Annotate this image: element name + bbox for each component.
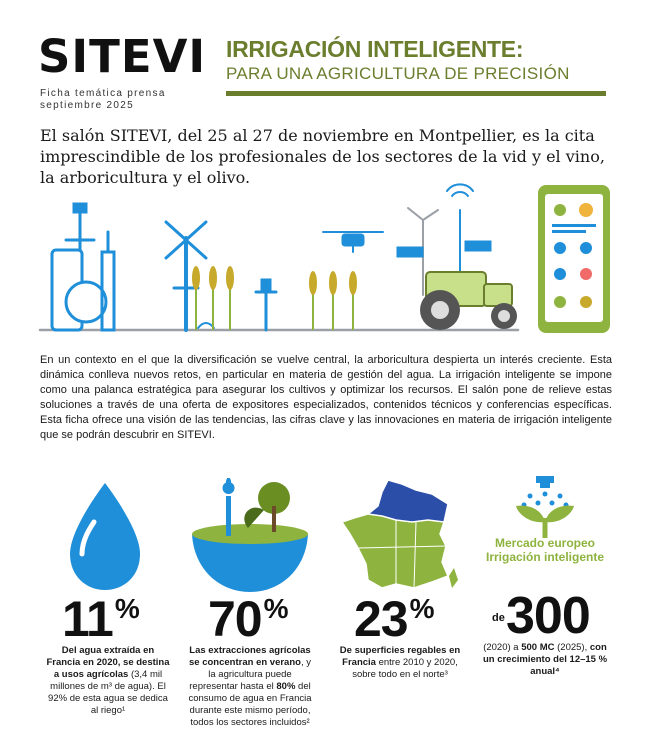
stat-2-caption-text: , y la agricultura puede representar hasta el	[189, 657, 311, 692]
stat-1-caption	[46, 645, 170, 717]
stat-1-caption-bold: Del agua extraída en Francia en 2020, se destina a usos agrícolas	[46, 645, 170, 680]
stat-3-number: 23	[354, 591, 408, 647]
page-subtitle: PARA UNA AGRICULTURA DE PRECISIÓN	[226, 64, 570, 83]
stat-3-caption-bold: De superficies regables en Francia	[339, 645, 461, 668]
stat-2-number: 70	[208, 591, 262, 647]
subtitle-line-2: septiembre 2025	[40, 100, 134, 111]
stat-4-caption-bold: 500 MC	[521, 642, 555, 653]
stat-2-caption-bold-2: 80%	[276, 681, 296, 692]
stat-2-caption-bold: Las extracciones agrícolas se concentran en verano	[189, 645, 311, 668]
title-rule	[226, 91, 606, 96]
stat-4-caption	[478, 642, 612, 678]
subtitle-line-1: Ficha temática prensa	[40, 88, 166, 99]
stat-4-value	[506, 587, 590, 645]
stat-3-caption	[332, 645, 468, 681]
stat-1-value	[62, 591, 139, 647]
stat-3-caption-text: entre 2010 y 2020, sobre todo en el norte³	[352, 657, 458, 680]
stat-4-caption-bold-2: con un crecimiento del 12–15 % anual⁴	[482, 642, 608, 677]
stat-1-number: 11	[62, 591, 113, 647]
stat-3-unit: %	[409, 593, 434, 624]
stat-2-value	[208, 591, 288, 647]
document-subtitle	[40, 88, 166, 112]
market-label-line-1: Mercado europeo	[494, 536, 596, 550]
stat-3-value	[354, 591, 434, 647]
irrigated-land-icon	[188, 478, 312, 596]
agriculture-illustration	[38, 180, 616, 340]
market-label	[482, 536, 608, 564]
water-drop-icon	[60, 480, 150, 595]
page-title: IRRIGACIÓN INTELIGENTE:	[226, 36, 524, 62]
stat-1-unit: %	[114, 593, 139, 624]
stat-4-number: 300	[506, 587, 590, 645]
france-map-icon	[336, 476, 460, 594]
body-paragraph: En un contexto en el que la diversificación se vuelve central, la arboricultura despierta un interés creciente. Esta dinámica conlleva nuevos retos, en particular en materia de gestión del agua. La irrigación inteligente se impone como una palanca estratégica para asegurar los cultivos y optimizar los recursos. El salón pone de relieve estas soluciones a través de una oferta de expositores especializados, contenidos técnicos y conferencias específicas. Esta ficha ofrece una visión de las tendencias, las cifras clave y las innovaciones en materia de irrigación inteligente que se podrán descubrir en SITEVI.	[40, 354, 612, 441]
intro-paragraph: El salón SITEVI, del 25 al 27 de noviembre en Montpellier, es la cita imprescindible de los profesionales de los sectores de la vid y el vino, la arboricultura y el olivo.	[40, 126, 605, 187]
stat-2-unit: %	[263, 593, 288, 624]
stat-4-caption-text-2: (2025),	[554, 642, 590, 653]
sitevi-logo: SITEVI	[38, 30, 207, 83]
stat-4-prefix: de	[492, 612, 505, 624]
stat-2-caption	[186, 645, 314, 729]
stat-4-caption-text: (2020) a	[483, 642, 522, 653]
sprouting-plant-icon	[500, 476, 590, 540]
stat-2-caption-text-2: del consumo de agua en Francia durante este mismo período, todos los sectores incluidos²	[188, 681, 312, 728]
market-label-line-2: Irrigación inteligente	[485, 550, 605, 564]
stat-1-caption-text: (3,4 mil millones de m³ de agua). El 92% de esta agua se dedica al riego¹	[48, 669, 168, 716]
